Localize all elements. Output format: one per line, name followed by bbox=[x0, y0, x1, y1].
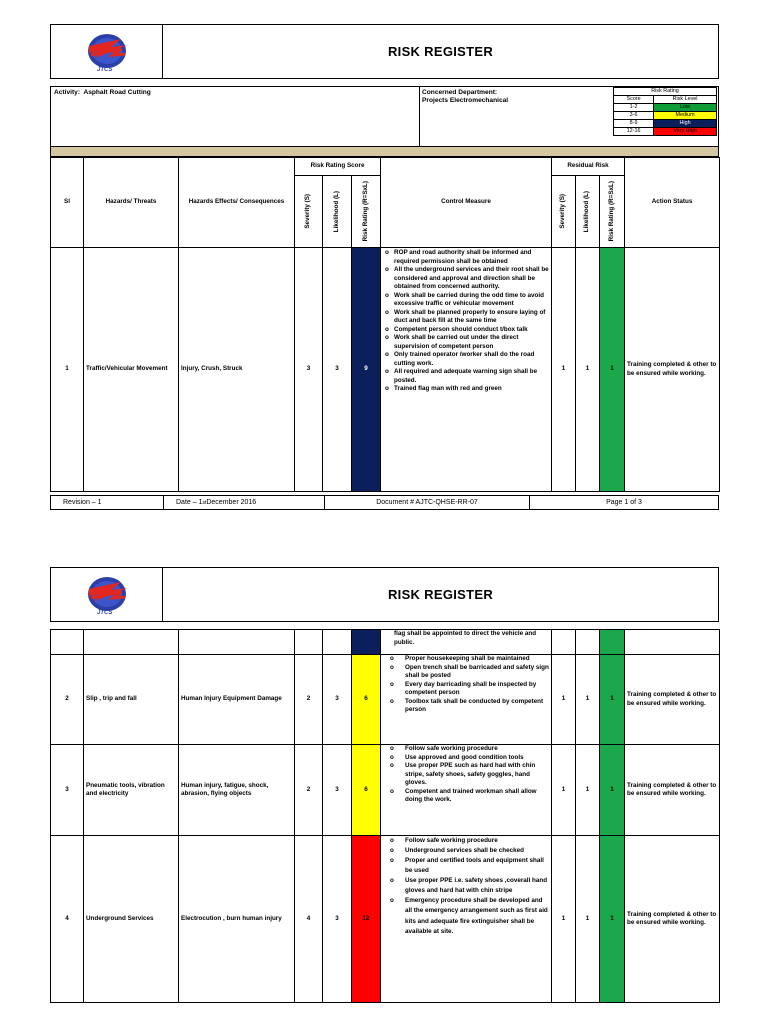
date-sup: st bbox=[202, 499, 207, 506]
row-control-continued bbox=[381, 630, 552, 655]
page-title: RISK REGISTER bbox=[387, 587, 494, 602]
col-effects: Hazards Effects/ Consequences bbox=[179, 158, 295, 248]
dept-label: Concerned Department: bbox=[422, 89, 498, 96]
control-item: o Work shall be carried during the odd time to avoid excessive traffic or vehicular movement bbox=[393, 292, 549, 309]
legend-col-score: Score bbox=[614, 96, 654, 104]
row-res-severity: 1 bbox=[552, 745, 576, 836]
logo-text: JTCS bbox=[97, 67, 113, 73]
table-row bbox=[51, 655, 720, 745]
control-item: o Emergency procedure shall be developed and all the emergency arrangement such as first aid kits and adequate fire extinguisher shall be available at site. bbox=[405, 896, 549, 936]
row-res-likelihood: 1 bbox=[576, 655, 600, 745]
row-hazard: Traffic/Vehicular Movement bbox=[84, 248, 179, 492]
row-res-severity: 1 bbox=[552, 655, 576, 745]
row-sl: 4 bbox=[51, 836, 84, 1003]
row-action: Training completed & other to be ensured while working. bbox=[625, 248, 720, 492]
control-item: o Open trench shall be barricaded and safety sign shall be posted bbox=[405, 664, 549, 681]
control-item: o Competent person should conduct t/box talk bbox=[393, 326, 549, 335]
legend-level-high: High bbox=[654, 120, 717, 128]
risk-rating-legend bbox=[613, 87, 717, 136]
control-item: o Underground services shall be checked bbox=[405, 846, 549, 856]
row-severity: 3 bbox=[295, 248, 323, 492]
row-effect: Injury, Crush, Struck bbox=[179, 248, 295, 492]
table-row bbox=[51, 836, 720, 1003]
row-likelihood: 3 bbox=[323, 248, 352, 492]
company-logo bbox=[51, 568, 163, 621]
control-item: o Toolbox talk shall be conducted by competent person bbox=[405, 698, 549, 715]
row-likelihood: 3 bbox=[323, 836, 352, 1003]
control-item: o Work shall be carried out under the direct supervision of competent person bbox=[393, 334, 549, 351]
legend-col-level: Risk Level bbox=[654, 96, 717, 104]
row-control bbox=[381, 836, 552, 1003]
row-risk-rating: 12 bbox=[352, 836, 381, 1003]
footer-date bbox=[164, 496, 325, 509]
legend-title: Risk Rating bbox=[614, 88, 717, 96]
row-risk-rating: 6 bbox=[352, 655, 381, 745]
control-item: o Proper and certified tools and equipment shall be used bbox=[405, 856, 549, 876]
row-res-risk-rating: 1 bbox=[600, 655, 625, 745]
row-hazard: Slip , trip and fall bbox=[84, 655, 179, 745]
control-item: o Follow safe working procedure bbox=[405, 836, 549, 846]
footer-page bbox=[530, 496, 718, 509]
col-hazards: Hazards/ Threats bbox=[84, 158, 179, 248]
footer-document bbox=[325, 496, 530, 509]
control-item: o Use approved and good condition tools bbox=[405, 754, 549, 763]
dept-value: Projects Electromechanical bbox=[422, 97, 509, 104]
row-sl: 1 bbox=[51, 248, 84, 492]
col-severity: Severity (S) bbox=[304, 194, 312, 229]
legend-level-medium: Medium bbox=[654, 112, 717, 120]
document-number: Document # AJTC-QHSE-RR-07 bbox=[376, 499, 478, 506]
row-action: Training completed & other to be ensured while working. bbox=[625, 655, 720, 745]
row-res-severity: 1 bbox=[552, 836, 576, 1003]
col-res-likelihood: Likelihood (L) bbox=[583, 190, 591, 233]
row-sl: 3 bbox=[51, 745, 84, 836]
page-title: RISK REGISTER bbox=[387, 44, 494, 59]
table-row bbox=[51, 248, 720, 492]
col-residual: Residual Risk bbox=[552, 158, 625, 176]
control-item: o Competent and trained workman shall allow doing the work. bbox=[405, 788, 549, 805]
row-sl: 2 bbox=[51, 655, 84, 745]
row-effect: Electrocution , burn human injury bbox=[179, 836, 295, 1003]
activity bbox=[54, 89, 151, 96]
logo-text: JTCS bbox=[97, 610, 113, 616]
row-risk-rating: 6 bbox=[352, 745, 381, 836]
section-band bbox=[50, 146, 719, 157]
row-hazard: Pneumatic tools, vibration and electricity bbox=[84, 745, 179, 836]
control-item: o All the underground services and their root shall be considered and approval and direction shall be obtained from concerned authority. bbox=[393, 266, 549, 292]
date-prefix: Date – 1 bbox=[176, 499, 203, 506]
control-item: o Trained flag man with red and green bbox=[393, 385, 549, 394]
control-item: o All required and adequate warning sign shall be posted. bbox=[393, 368, 549, 385]
row-res-risk-rating: 1 bbox=[600, 248, 625, 492]
row-effect: Human injury, fatigue, shock, abrasion, flying objects bbox=[179, 745, 295, 836]
table-row bbox=[51, 630, 720, 655]
row-risk-rating: 9 bbox=[352, 248, 381, 492]
dept-cell bbox=[419, 87, 614, 146]
table-row bbox=[51, 745, 720, 836]
revision-text: Revision – 1 bbox=[63, 499, 102, 506]
info-section bbox=[50, 86, 719, 147]
legend-level-low: Low bbox=[654, 104, 717, 112]
legend-level-very-high: Very High bbox=[654, 128, 717, 136]
row-res-severity: 1 bbox=[552, 248, 576, 492]
risk-table-page2 bbox=[50, 629, 720, 1003]
col-action: Action Status bbox=[625, 158, 720, 248]
row-hazard: Underground Services bbox=[84, 836, 179, 1003]
date-suffix: December 2016 bbox=[206, 499, 257, 506]
activity-value: Asphalt Road Cutting bbox=[83, 89, 151, 96]
control-item: o Only trained operator /worker shall do the road cutting work. bbox=[393, 351, 549, 368]
col-control: Control Measure bbox=[381, 158, 552, 248]
page-number: Page 1 of 3 bbox=[606, 499, 642, 506]
col-sl: Sl bbox=[51, 158, 84, 248]
control-item: o Use proper PPE i.e. safety shoes ,coverall hand gloves and hard hat with chin stripe bbox=[405, 876, 549, 896]
control-item: o Follow safe working procedure bbox=[405, 745, 549, 754]
page2-header bbox=[50, 567, 719, 622]
col-risk-rating: Risk Rating (R=SxL) bbox=[361, 181, 369, 242]
row-action: Training completed & other to be ensured while working. bbox=[625, 745, 720, 836]
activity-label: Activity: bbox=[54, 89, 81, 96]
row-res-risk-rating: 1 bbox=[600, 836, 625, 1003]
control-item: o Work shall be planned properly to ensure laying of duct and back fill at the same time bbox=[393, 309, 549, 326]
row-severity: 2 bbox=[295, 745, 323, 836]
col-likelihood: Likelihood (L) bbox=[332, 190, 340, 233]
row-severity: 2 bbox=[295, 655, 323, 745]
row-likelihood: 3 bbox=[323, 655, 352, 745]
row-control bbox=[381, 248, 552, 492]
page1-header bbox=[50, 24, 719, 79]
risk-table-page1 bbox=[50, 157, 720, 492]
col-res-risk-rating: Risk Rating (R=SxL) bbox=[607, 181, 615, 242]
control-item: o Proper housekeeping shall be maintained bbox=[405, 655, 549, 664]
row-effect: Human Injury Equipment Damage bbox=[179, 655, 295, 745]
col-risk-rating-score: Risk Rating Score bbox=[295, 158, 381, 176]
row-res-likelihood: 1 bbox=[576, 745, 600, 836]
control-item: o ROP and road authority shall be informed and required permission shall be obtained bbox=[393, 249, 549, 266]
row-res-likelihood: 1 bbox=[576, 248, 600, 492]
control-continuation: flag shall be appointed to direct the vehicle and public. bbox=[394, 630, 537, 646]
company-logo bbox=[51, 25, 163, 78]
row-res-risk-rating: 1 bbox=[600, 745, 625, 836]
row-action: Training completed & other to be ensured while working. bbox=[625, 836, 720, 1003]
legend-score: 3-6 bbox=[614, 112, 654, 120]
row-control bbox=[381, 655, 552, 745]
row-control bbox=[381, 745, 552, 836]
row-likelihood: 3 bbox=[323, 745, 352, 836]
legend-score: 8-9 bbox=[614, 120, 654, 128]
legend-score: 1-2 bbox=[614, 104, 654, 112]
col-res-severity: Severity (S) bbox=[559, 194, 567, 229]
footer-revision bbox=[51, 496, 164, 509]
row-res-likelihood: 1 bbox=[576, 836, 600, 1003]
row-severity: 4 bbox=[295, 836, 323, 1003]
legend-score: 12-16 bbox=[614, 128, 654, 136]
page-footer bbox=[50, 495, 719, 510]
control-item: o Use proper PPE such as hard had with chin stripe, safety shoes, safety goggles, hand gloves. bbox=[405, 762, 549, 788]
control-item: o Every day barricading shall be inspected by competent person bbox=[405, 681, 549, 698]
